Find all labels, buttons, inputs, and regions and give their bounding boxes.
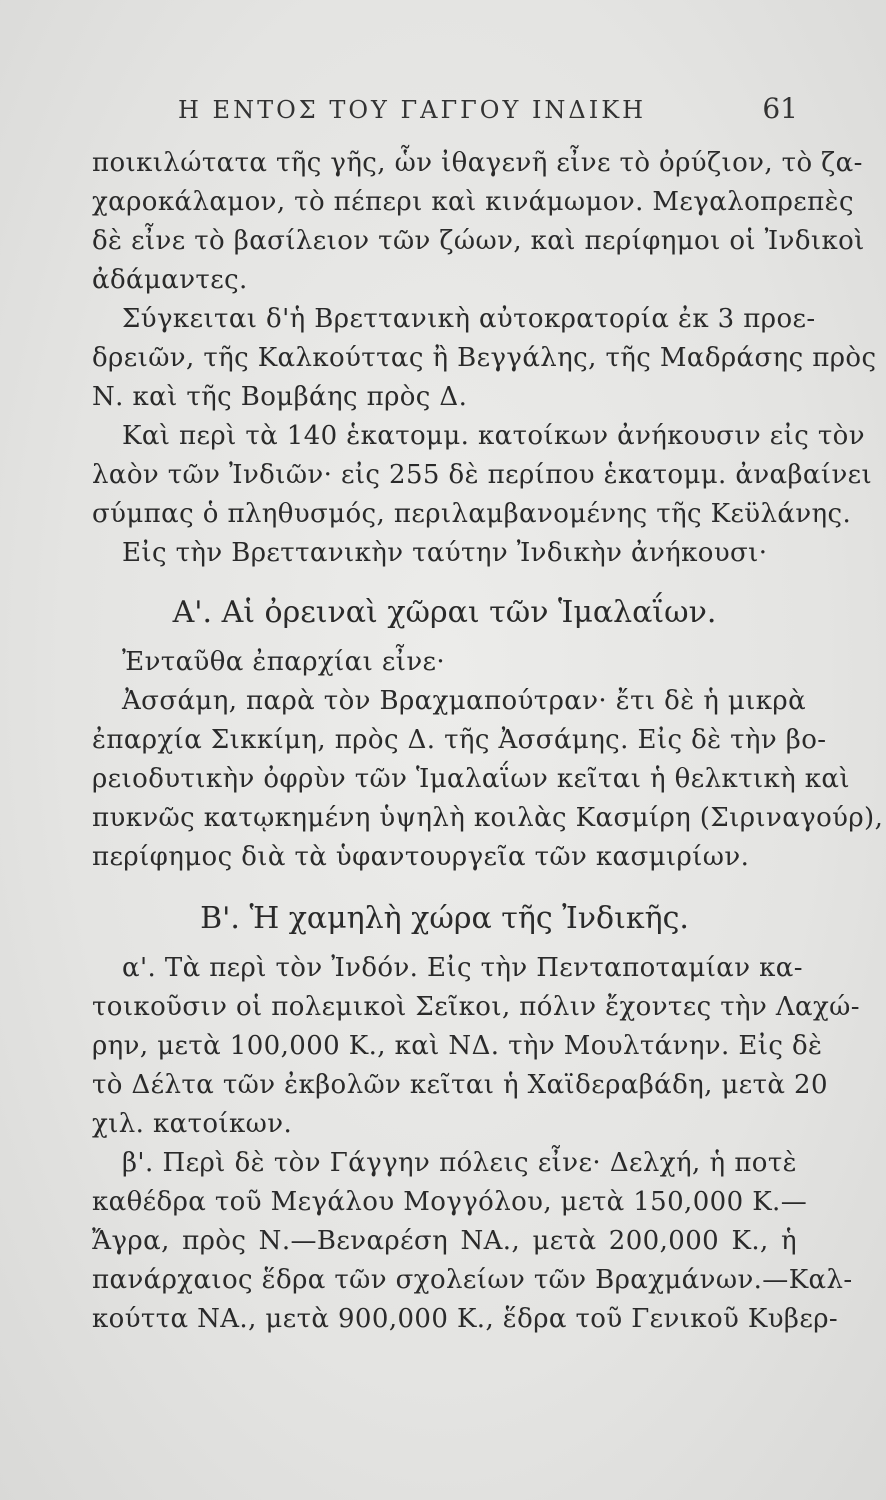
paragraph-intro-list bbox=[92, 534, 797, 573]
paragraph-assam bbox=[92, 682, 884, 877]
paragraph-population bbox=[92, 417, 873, 534]
paragraph-provinces bbox=[92, 643, 797, 682]
text-line: ἐπαρχία Σικκίμη, πρὸς Δ. τῆς Ἀσσάμης. Εἰς δὲ τὴν βο- bbox=[92, 725, 827, 755]
text-line: Ν. καὶ τῆς Βομβάης πρὸς Δ. bbox=[92, 382, 468, 412]
text-line: β'. Περὶ δὲ τὸν Γάγγην πόλεις εἶνε· Δελχή, ἡ ποτὲ bbox=[122, 1148, 797, 1178]
text-line: Καὶ περὶ τὰ 140 ἑκατομμ. κατοίκων ἀνήκουσιν εἰς τὸν bbox=[122, 421, 865, 451]
text-line: κούττα ΝΑ., μετὰ 900,000 Κ., ἕδρα τοῦ Γενικοῦ Κυβερ- bbox=[92, 1304, 839, 1334]
text-line: χαροκάλαμον, τὸ πέπερι καὶ κινάμωμον. Μεγαλοπρεπὲς bbox=[92, 187, 854, 217]
page-header bbox=[178, 92, 798, 132]
text-line: Εἰς τὴν Βρεττανικὴν ταύτην Ἰνδικὴν ἀνήκουσι· bbox=[122, 538, 768, 568]
section-heading-b: Β'. Ἡ χαμηλὴ χώρα τῆς Ἰνδικῆς. bbox=[200, 901, 689, 936]
body-text bbox=[92, 144, 884, 1339]
text-line: πανάρχαιος ἕδρα τῶν σχολείων τῶν Βραχμάνων.—Καλ- bbox=[92, 1265, 853, 1295]
page-number: 61 bbox=[762, 92, 798, 125]
text-line: τοικοῦσιν οἱ πολεμικοὶ Σεῖκοι, πόλιν ἔχοντες τὴν Λαχώ- bbox=[92, 992, 860, 1022]
text-line: δρειῶν, τῆς Καλκούττας ἢ Βεγγάλης, τῆς Μαδράσης πρὸς bbox=[92, 343, 877, 373]
text-line: λαὸν τῶν Ἰνδιῶν· εἰς 255 δὲ περίπου ἑκατομμ. ἀναβαίνει bbox=[92, 460, 873, 490]
paragraph-presidencies bbox=[92, 300, 877, 417]
running-title: Η ΕΝΤΟΣ ΤΟΥ ΓΑΓΓΟΥ ΙΝΔΙΚΗ bbox=[178, 96, 647, 124]
text-line: Σύγκειται δ'ἡ Βρεττανικὴ αὐτοκρατορία ἐκ 3 προε- bbox=[122, 304, 816, 334]
text-line: ρην, μετὰ 100,000 Κ., καὶ ΝΔ. τὴν Μουλτάνην. Εἰς δὲ bbox=[92, 1031, 823, 1061]
text-line: καθέδρα τοῦ Μεγάλου Μογγόλου, μετὰ 150,000 Κ.— bbox=[92, 1187, 808, 1217]
section-heading-a: Α'. Αἱ ὀρειναὶ χῶραι τῶν Ἱμαλαΐων. bbox=[172, 595, 717, 630]
text-line: Ἀσσάμη, παρὰ τὸν Βραχμαπούτραν· ἔτι δὲ ἡ μικρὰ bbox=[122, 686, 807, 716]
paragraph-products bbox=[92, 144, 865, 300]
text-line: χιλ. κατοίκων. bbox=[92, 1109, 293, 1139]
text-line: ποικιλώτατα τῆς γῆς, ὧν ἰθαγενῆ εἶνε τὸ ὀρύζιον, τὸ ζα- bbox=[92, 148, 863, 178]
text-line: ἀδάμαντες. bbox=[92, 265, 248, 295]
text-line: τὸ Δέλτα τῶν ἐκβολῶν κεῖται ἡ Χαϊδεραβάδη, μετὰ 20 bbox=[92, 1070, 828, 1100]
text-line: Ἄγρα, πρὸς Ν.—Βεναρέση ΝΑ., μετὰ 200,000 Κ., ἡ bbox=[92, 1226, 797, 1256]
text-line: α'. Τὰ περὶ τὸν Ἰνδόν. Εἰς τὴν Πενταποταμίαν κα- bbox=[122, 953, 803, 983]
paragraph-ganges bbox=[92, 1144, 853, 1339]
text-line: ρειοδυτικὴν ὀφρὺν τῶν Ἱμαλαΐων κεῖται ἡ θελκτικὴ καὶ bbox=[92, 764, 850, 794]
paragraph-indus bbox=[92, 949, 860, 1144]
text-line: δὲ εἶνε τὸ βασίλειον τῶν ζώων, καὶ περίφημοι οἱ Ἰνδικοὶ bbox=[92, 226, 865, 256]
text-line: πυκνῶς κατῳκημένη ὑψηλὴ κοιλὰς Κασμίρη (Σιριναγούρ), bbox=[92, 803, 884, 833]
text-line: περίφημος διὰ τὰ ὑφαντουργεῖα τῶν κασμιρίων. bbox=[92, 842, 750, 872]
text-line: σύμπας ὁ πληθυσμός, περιλαμβανομένης τῆς Κεϋλάνης. bbox=[92, 499, 852, 529]
text-line: Ἐνταῦθα ἐπαρχίαι εἶνε· bbox=[122, 647, 446, 677]
